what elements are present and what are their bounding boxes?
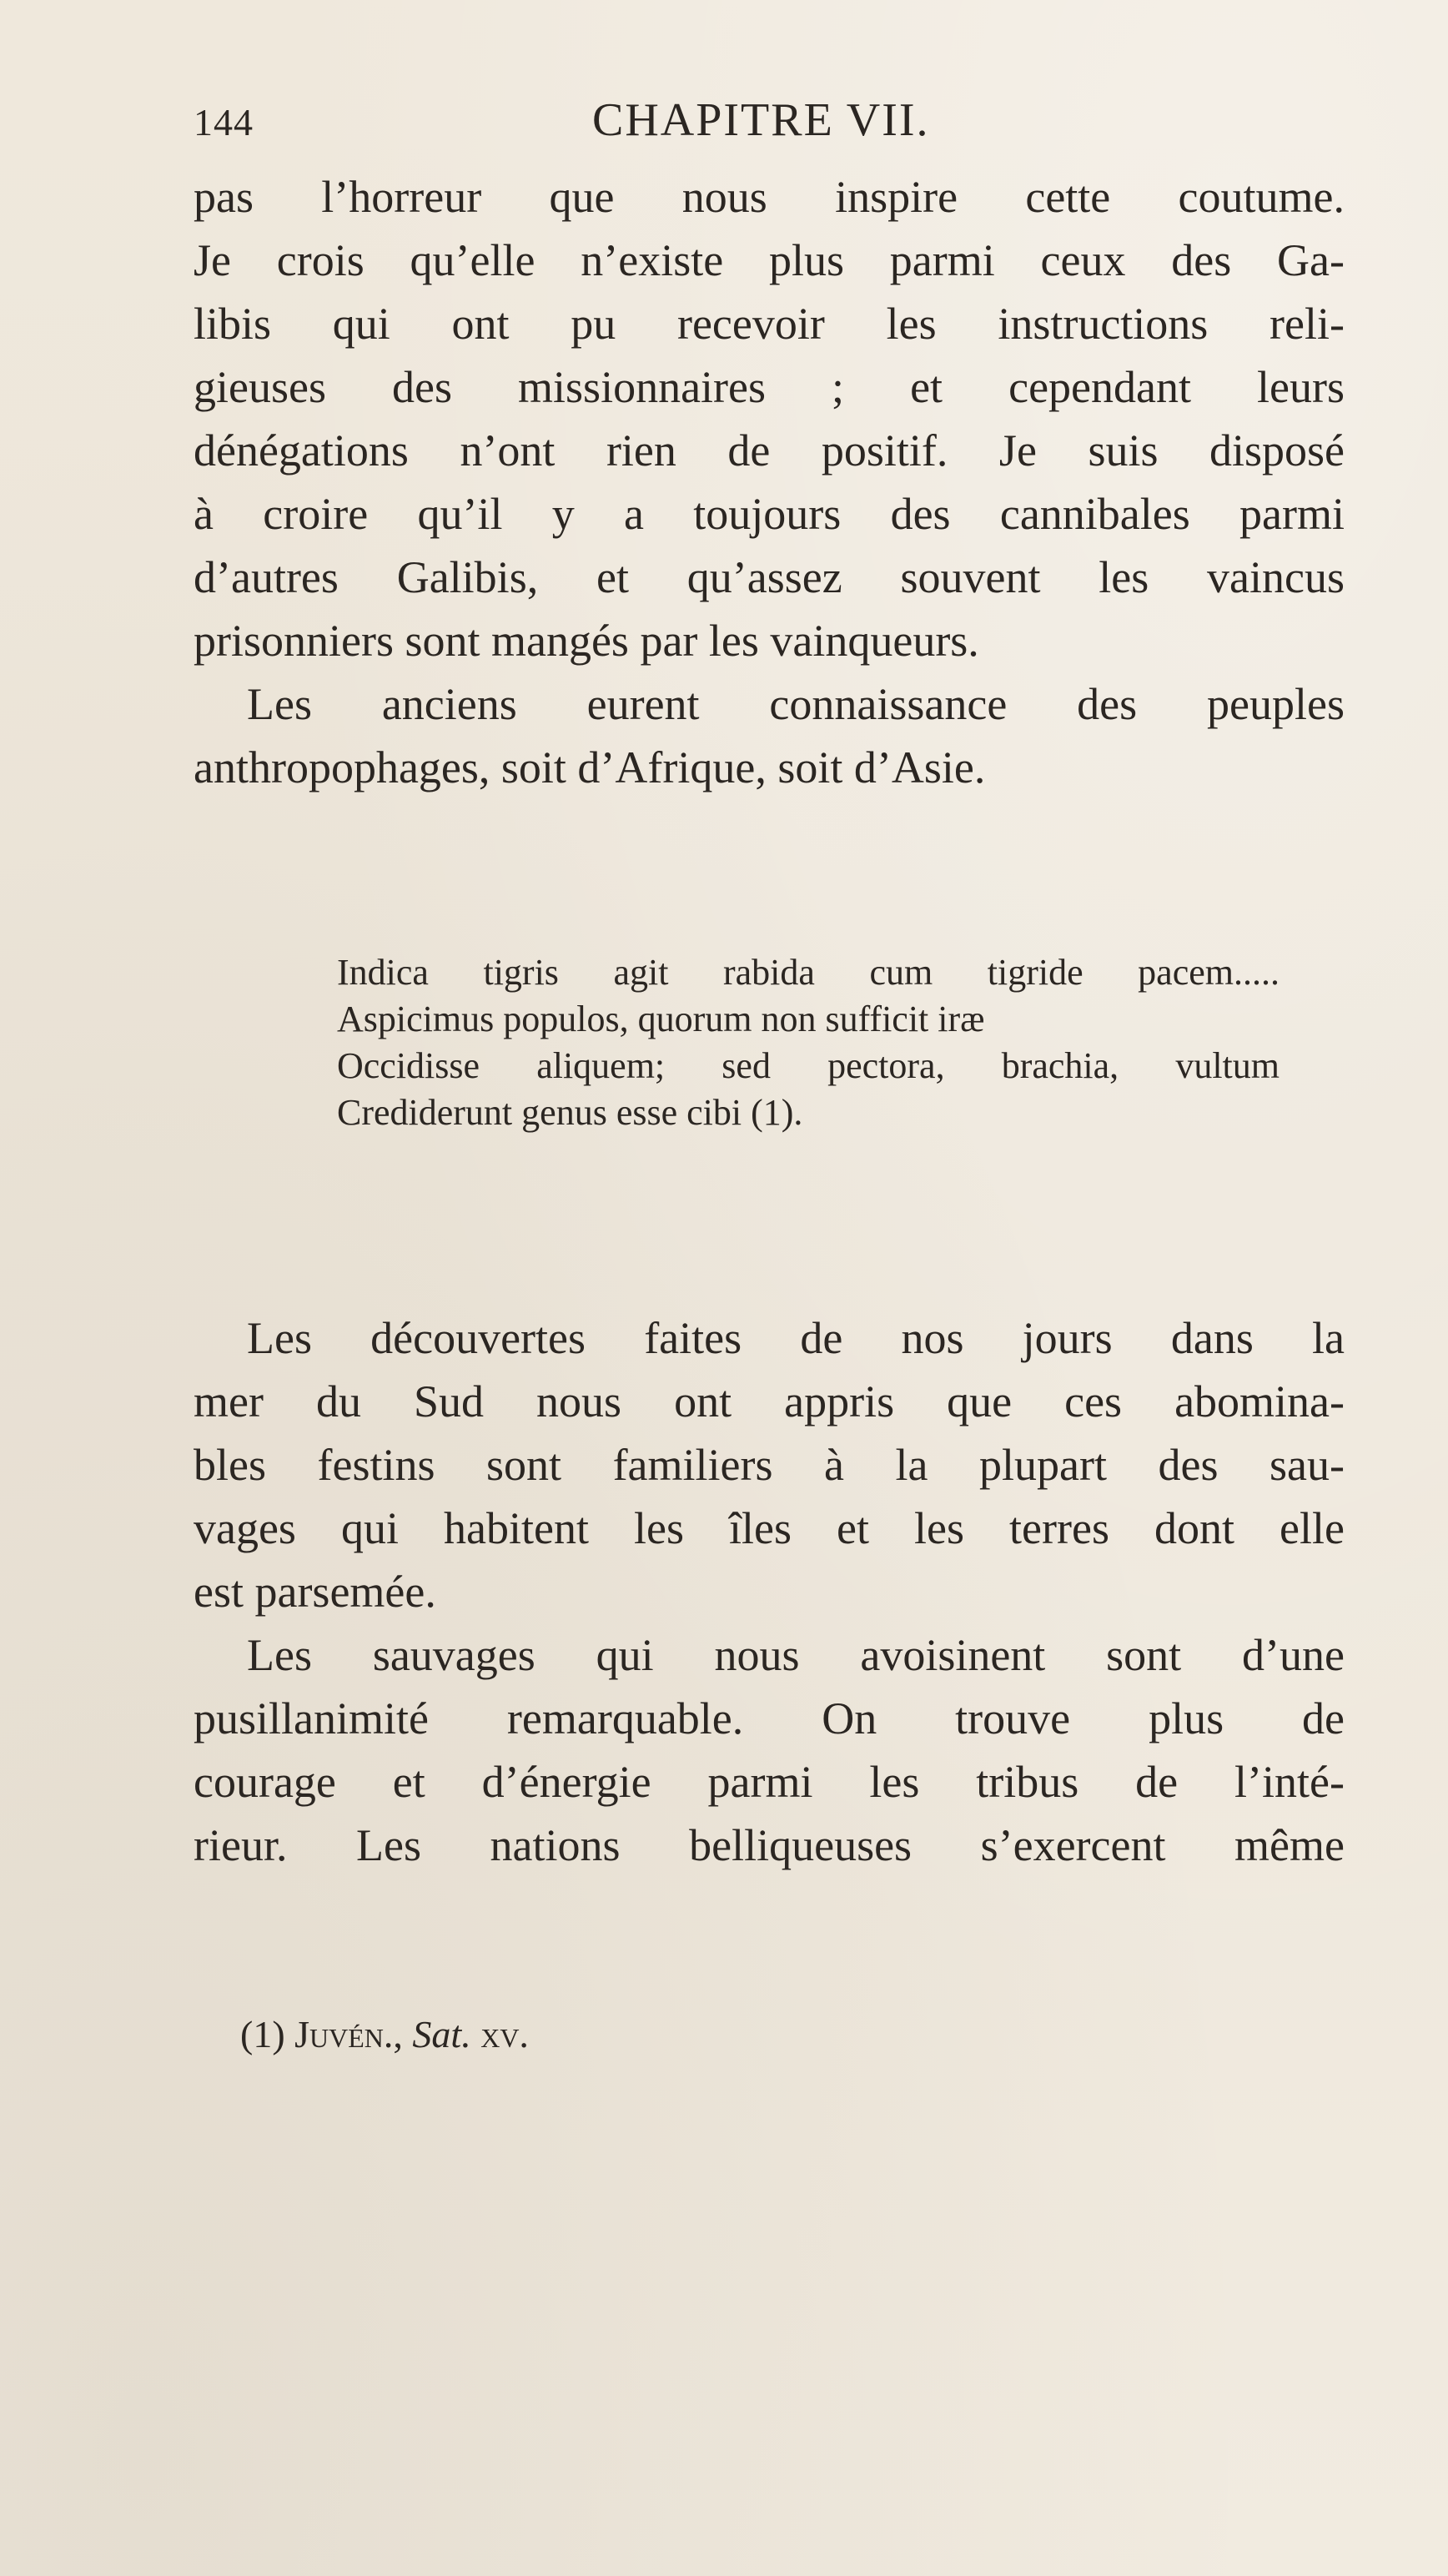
text-line: Je crois qu’elle n’existe plus parmi ceux des Ga-: [194, 235, 1345, 285]
text-line: vages qui habitent les îles et les terres dont elle: [194, 1503, 1345, 1553]
footnote-work: Sat.: [412, 2013, 471, 2055]
text-line: libis qui ont pu recevoir les instructions reli-: [194, 299, 1345, 349]
main-text: [194, 165, 1345, 799]
quote-line: Indica tigris agit rabida cum tigride pacem.....: [337, 952, 1280, 993]
quote-line: Crediderunt genus esse cibi (1).: [337, 1092, 803, 1133]
text-line: Les découvertes faites de nos jours dans la: [247, 1313, 1345, 1363]
text-line: Les sauvages qui nous avoisinent sont d’une: [247, 1630, 1345, 1680]
text-line: dénégations n’ont rien de positif. Je suis disposé: [194, 425, 1345, 475]
text-line: courage et d’énergie parmi les tribus de l’inté-: [194, 1757, 1345, 1807]
latin-quotation: [337, 949, 1280, 1136]
text-line: Les anciens eurent connaissance des peuples: [247, 679, 1345, 729]
page-header: [194, 93, 1345, 152]
footnote: [240, 2012, 529, 2056]
quote-line: Aspicimus populos, quorum non sufficit iræ: [337, 999, 985, 1039]
quote-line: Occidisse aliquem; sed pectora, brachia, vultum: [337, 1045, 1280, 1086]
text-line: gieuses des missionnaires ; et cependant leurs: [194, 362, 1345, 412]
text-line: pas l’horreur que nous inspire cette coutume.: [194, 172, 1345, 222]
footnote-number: xv.: [480, 2013, 529, 2055]
text-line: pusillanimité remarquable. On trouve plus de: [194, 1693, 1345, 1743]
text-line: prisonniers sont mangés par les vainqueurs.: [194, 616, 979, 666]
running-title: CHAPITRE VII.: [592, 94, 930, 146]
main-text-continued: [194, 1306, 1345, 1877]
text-line: rieur. Les nations belliqueuses s’exercent même: [194, 1820, 1345, 1870]
text-line: est parsemée.: [194, 1567, 436, 1617]
text-line: mer du Sud nous ont appris que ces abomina-: [194, 1376, 1345, 1426]
text-line: à croire qu’il y a toujours des cannibales parmi: [194, 489, 1345, 539]
footnote-author: Juvén.,: [294, 2013, 403, 2055]
page-number: 144: [194, 101, 254, 143]
text-line: bles festins sont familiers à la plupart des sau-: [194, 1440, 1345, 1490]
footnote-marker: (1): [240, 2013, 285, 2055]
text-line: anthropophages, soit d’Afrique, soit d’Asie.: [194, 742, 986, 792]
text-line: d’autres Galibis, et qu’assez souvent les vaincus: [194, 552, 1345, 602]
